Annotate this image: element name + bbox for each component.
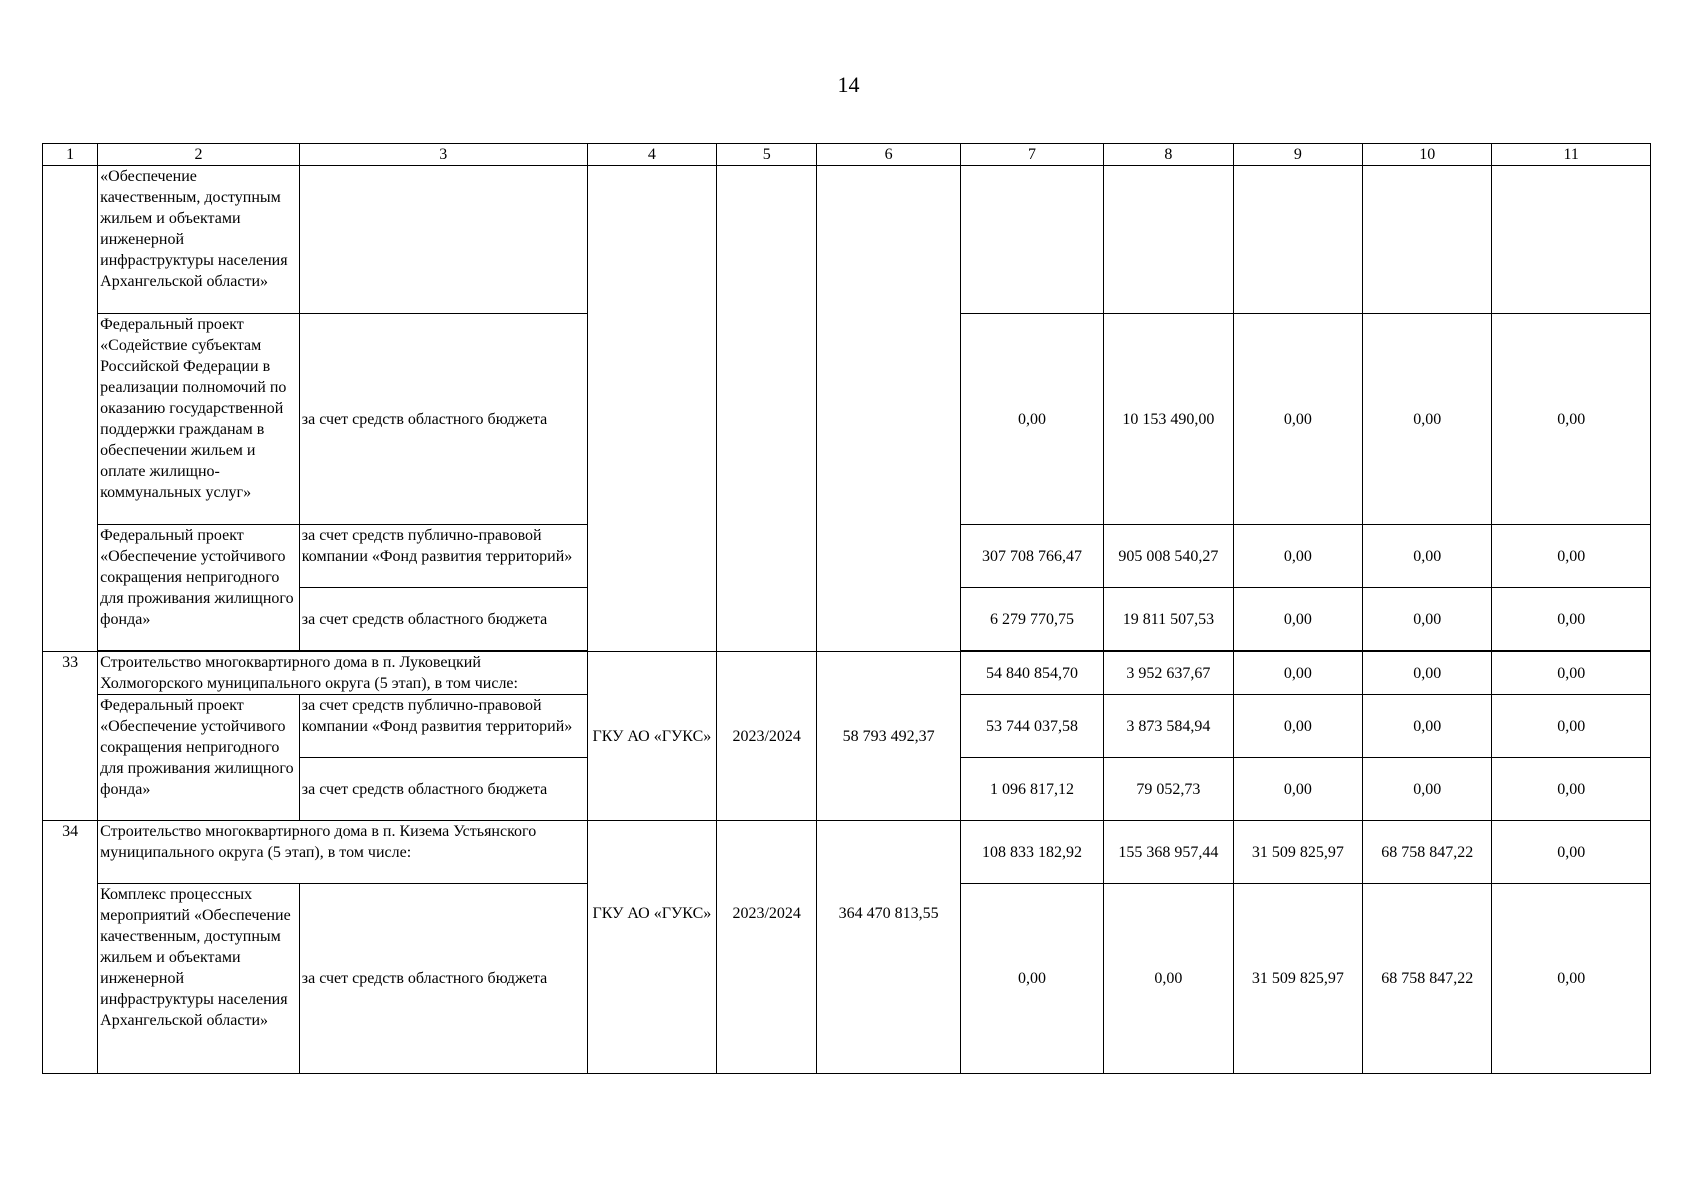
value-cell: 0,00 <box>1492 695 1651 758</box>
value-cell: 0,00 <box>1363 525 1492 588</box>
value-cell: 905 008 540,27 <box>1104 525 1233 588</box>
value-cell: 0,00 <box>1492 652 1651 695</box>
column-header: 9 <box>1233 144 1362 166</box>
cost-cell <box>817 166 960 652</box>
value-cell: 307 708 766,47 <box>960 525 1103 588</box>
value-cell: 0,00 <box>1363 695 1492 758</box>
cost-cell: 364 470 813,55 <box>817 821 960 1074</box>
project-name-cell: Федеральный проект «Обеспечение устойчивого сокращения непригодного для проживания жилищного фонда» <box>98 695 300 821</box>
project-name-cell: Федеральный проект «Обеспечение устойчивого сокращения непригодного для проживания жилищного фонда» <box>98 525 300 651</box>
value-cell: 0,00 <box>1233 758 1362 821</box>
row-number-cell <box>43 166 98 652</box>
value-cell: 3 952 637,67 <box>1104 652 1233 695</box>
budget-table <box>42 143 1651 1074</box>
complex-name-cell: «Обеспечение качественным, доступным жильем и объектами инженерной инфраструктуры населения Архангельской области» <box>98 166 300 314</box>
row-number-cell: 34 <box>43 821 98 1074</box>
value-cell: 10 153 490,00 <box>1104 314 1233 525</box>
object-title-cell: Строительство многоквартирного дома в п. Кизема Устьянского муниципального округа (5 этап), в том числе: <box>98 821 588 884</box>
column-header: 3 <box>299 144 587 166</box>
value-cell: 155 368 957,44 <box>1104 821 1233 884</box>
value-cell: 0,00 <box>1233 695 1362 758</box>
value-cell: 108 833 182,92 <box>960 821 1103 884</box>
source-cell: за счет средств областного бюджета <box>299 884 587 1074</box>
value-cell: 0,00 <box>1492 588 1651 651</box>
value-cell: 0,00 <box>1492 314 1651 525</box>
value-cell: 0,00 <box>1492 758 1651 821</box>
column-number-row <box>43 144 1651 166</box>
value-cell <box>1492 166 1651 314</box>
source-cell: за счет средств публично-правовой компании «Фонд развития территорий» <box>299 525 587 588</box>
object-title-cell: Строительство многоквартирного дома в п. Луковецкий Холмогорского муниципального округа (5 этап), в том числе: <box>98 652 588 695</box>
value-cell: 0,00 <box>960 314 1103 525</box>
value-cell: 0,00 <box>960 884 1103 1074</box>
value-cell <box>960 166 1103 314</box>
value-cell <box>1104 166 1233 314</box>
value-cell: 53 744 037,58 <box>960 695 1103 758</box>
value-cell: 19 811 507,53 <box>1104 588 1233 651</box>
column-header: 2 <box>98 144 300 166</box>
value-cell: 0,00 <box>1363 758 1492 821</box>
column-header: 6 <box>817 144 960 166</box>
column-header: 7 <box>960 144 1103 166</box>
column-header: 11 <box>1492 144 1651 166</box>
value-cell: 0,00 <box>1492 525 1651 588</box>
value-cell: 31 509 825,97 <box>1233 821 1362 884</box>
period-cell <box>717 166 817 652</box>
value-cell: 0,00 <box>1233 588 1362 651</box>
value-cell <box>1233 166 1362 314</box>
column-header: 1 <box>43 144 98 166</box>
value-cell: 79 052,73 <box>1104 758 1233 821</box>
table-row <box>43 821 1651 884</box>
source-cell <box>299 166 587 314</box>
value-cell: 0,00 <box>1363 314 1492 525</box>
value-cell: 68 758 847,22 <box>1363 884 1492 1074</box>
value-cell: 3 873 584,94 <box>1104 695 1233 758</box>
column-header: 10 <box>1363 144 1492 166</box>
cost-cell: 58 793 492,37 <box>817 652 960 821</box>
value-cell: 0,00 <box>1492 821 1651 884</box>
source-cell: за счет средств областного бюджета <box>299 758 587 821</box>
value-cell: 0,00 <box>1233 525 1362 588</box>
source-cell: за счет средств областного бюджета <box>299 314 587 525</box>
column-header: 8 <box>1104 144 1233 166</box>
customer-cell: ГКУ АО «ГУКС» <box>587 652 716 821</box>
value-cell: 68 758 847,22 <box>1363 821 1492 884</box>
value-cell: 1 096 817,12 <box>960 758 1103 821</box>
column-header: 5 <box>717 144 817 166</box>
complex-name-cell: Комплекс процессных мероприятий «Обеспечение качественным, доступным жильем и объектами инженерной инфраструктуры населения Архангельской области» <box>98 884 300 1074</box>
source-cell: за счет средств областного бюджета <box>299 588 587 651</box>
row-number-cell: 33 <box>43 652 98 821</box>
table-row <box>43 652 1651 695</box>
column-header: 4 <box>587 144 716 166</box>
value-cell: 0,00 <box>1363 588 1492 651</box>
page-number: 14 <box>837 72 860 97</box>
value-cell <box>1363 166 1492 314</box>
customer-cell <box>587 166 716 652</box>
value-cell: 54 840 854,70 <box>960 652 1103 695</box>
value-cell: 6 279 770,75 <box>960 588 1103 651</box>
value-cell: 0,00 <box>1492 884 1651 1074</box>
value-cell: 0,00 <box>1233 314 1362 525</box>
value-cell: 0,00 <box>1233 652 1362 695</box>
period-cell: 2023/2024 <box>717 652 817 821</box>
value-cell: 0,00 <box>1363 652 1492 695</box>
period-cell: 2023/2024 <box>717 821 817 1074</box>
value-cell: 31 509 825,97 <box>1233 884 1362 1074</box>
table-row <box>43 166 1651 314</box>
customer-cell: ГКУ АО «ГУКС» <box>587 821 716 1074</box>
value-cell: 0,00 <box>1104 884 1233 1074</box>
source-cell: за счет средств публично-правовой компании «Фонд развития территорий» <box>299 695 587 758</box>
project-name-cell: Федеральный проект «Содействие субъектам Российской Федерации в реализации полномочий по оказанию государственной поддержки гражданам в обеспечении жильем и оплате жилищно-коммунальных услуг» <box>98 314 300 525</box>
